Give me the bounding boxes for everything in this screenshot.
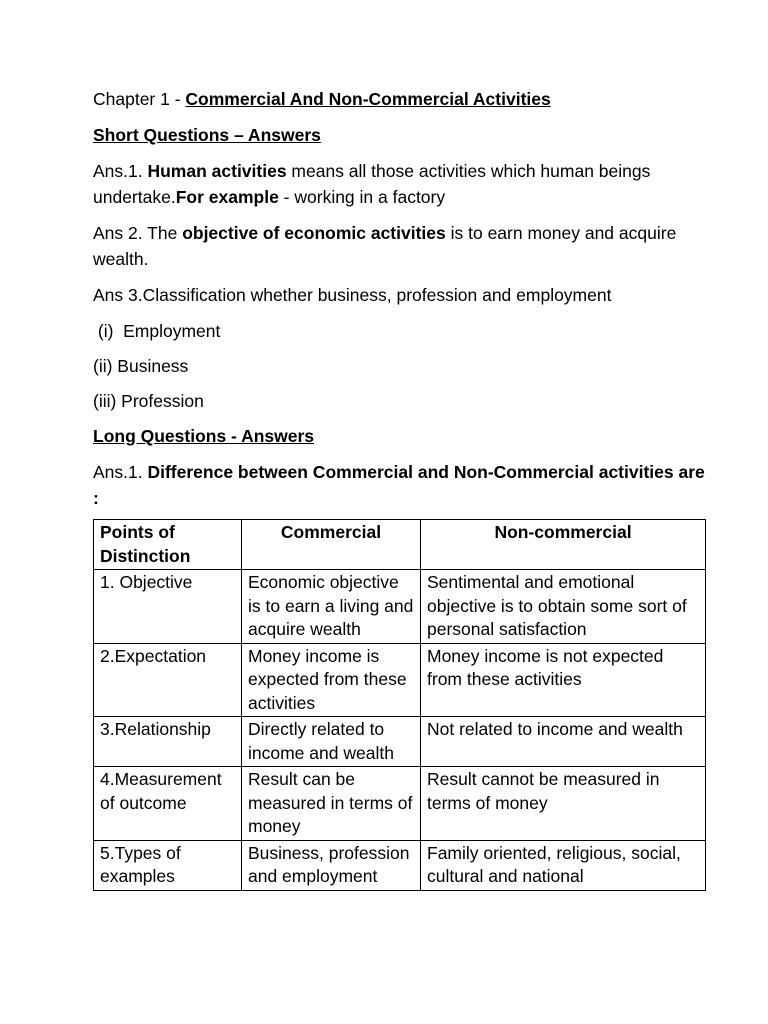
table-cell: Family oriented, religious, social, cultural and national xyxy=(421,840,706,890)
header-commercial: Commercial xyxy=(242,520,421,570)
short-questions-heading: Short Questions – Answers xyxy=(93,125,321,145)
table-cell: Sentimental and emotional objective is to obtain some sort of personal satisfaction xyxy=(421,570,706,644)
long-questions-heading: Long Questions - Answers xyxy=(93,426,315,446)
table-cell: Money income is not expected from these activities xyxy=(421,643,706,717)
short-answer-3: Ans 3.Classification whether business, profession and employment xyxy=(93,285,612,305)
table-row xyxy=(94,643,706,717)
table-cell: 3.Relationship xyxy=(94,717,242,767)
chapter-heading xyxy=(93,86,705,112)
chapter-title: Commercial And Non-Commercial Activities xyxy=(185,89,551,109)
classification-item-profession: (iii) Profession xyxy=(93,391,204,411)
table-cell: Economic objective is to earn a living and acquire wealth xyxy=(242,570,421,644)
header-non-commercial: Non-commercial xyxy=(421,520,706,570)
difference-table xyxy=(93,519,706,891)
table-cell: Result can be measured in terms of money xyxy=(242,767,421,841)
table-row xyxy=(94,840,706,890)
long-answer-1: Ans.1. Difference between Commercial and Non-Commercial activities are : xyxy=(93,462,705,508)
classification-item-business: (ii) Business xyxy=(93,356,189,376)
table-cell: Business, profession and employment xyxy=(242,840,421,890)
short-answer-1: Ans.1. Human activities means all those activities which human beings undertake.For example - working in a factory xyxy=(93,161,651,207)
table-cell: 5.Types of examples xyxy=(94,840,242,890)
document-page xyxy=(93,86,705,891)
header-points-of-distinction: Points of Distinction xyxy=(94,520,242,570)
table-row xyxy=(94,717,706,767)
table-cell: Directly related to income and wealth xyxy=(242,717,421,767)
table-cell: Not related to income and wealth xyxy=(421,717,706,767)
table-cell: 4.Measurement of outcome xyxy=(94,767,242,841)
table-cell: Result cannot be measured in terms of money xyxy=(421,767,706,841)
classification-item-employment: (i) Employment xyxy=(93,321,221,341)
table-cell: Money income is expected from these activities xyxy=(242,643,421,717)
table-row xyxy=(94,570,706,644)
table-row xyxy=(94,767,706,841)
short-answer-2: Ans 2. The objective of economic activities is to earn money and acquire wealth. xyxy=(93,223,677,269)
table-cell: 2.Expectation xyxy=(94,643,242,717)
chapter-prefix: Chapter 1 - xyxy=(93,89,186,109)
table-header-row xyxy=(94,520,706,570)
table-cell: 1. Objective xyxy=(94,570,242,644)
